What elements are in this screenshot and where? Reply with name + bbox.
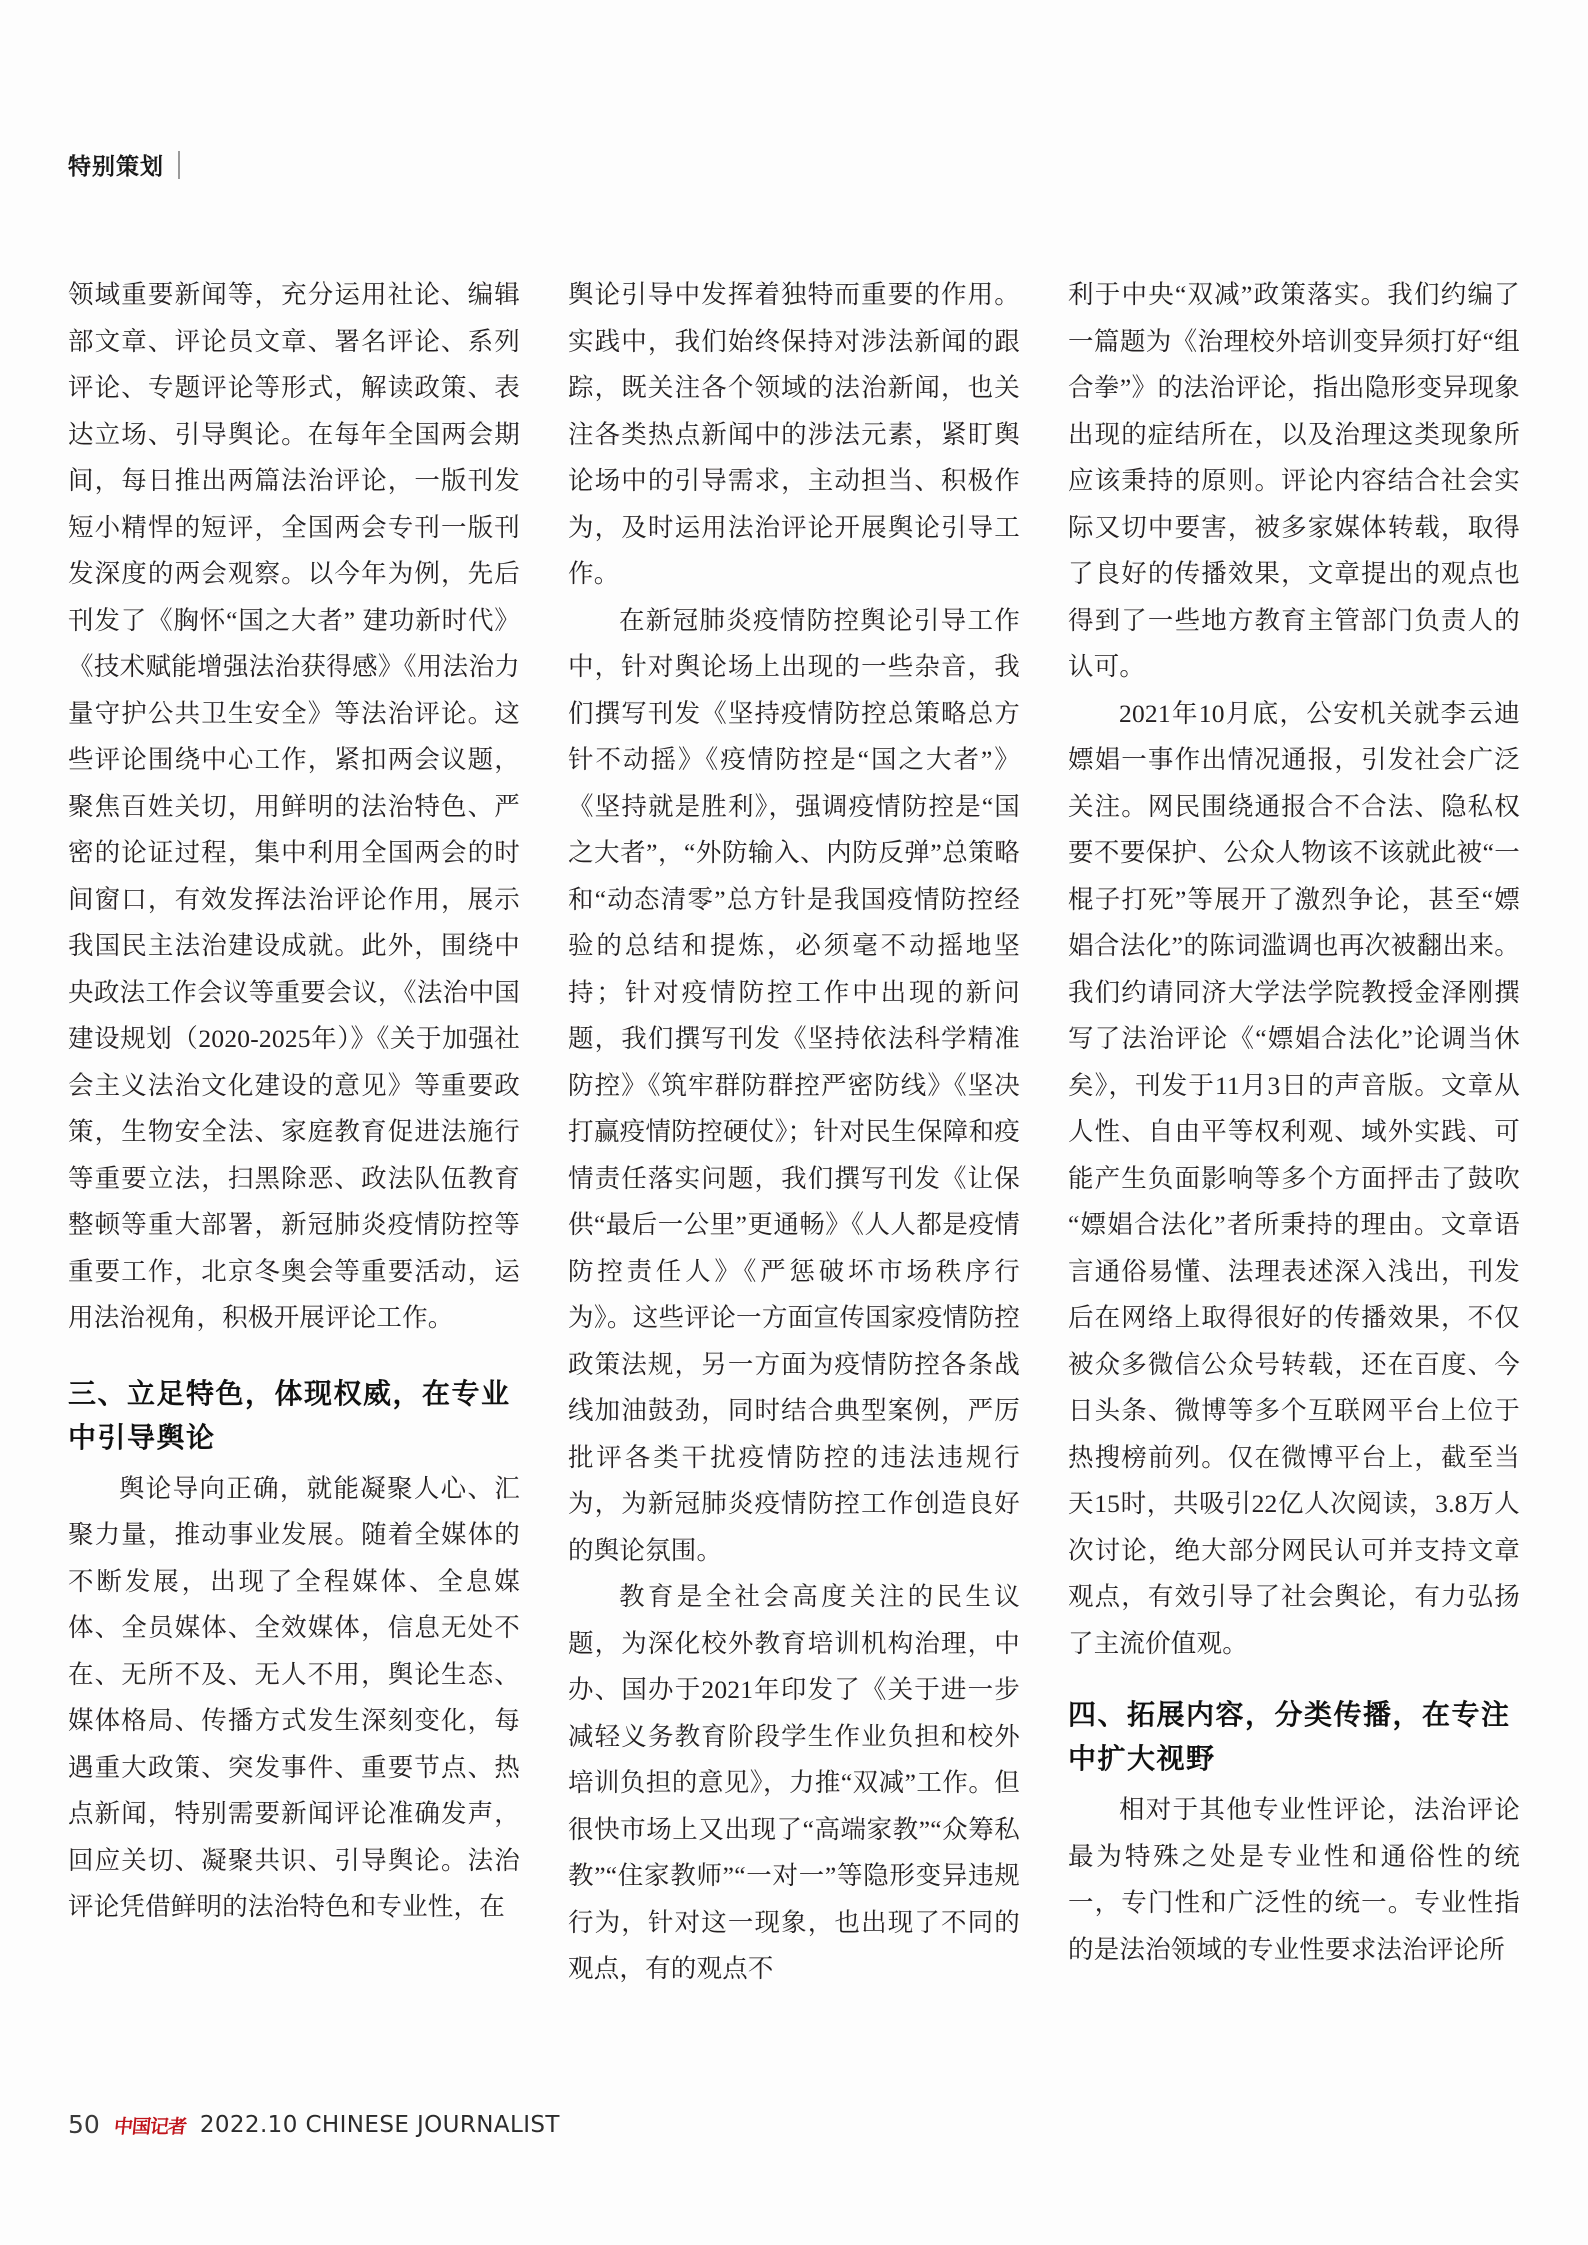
magazine-logo: 中国记者 (112, 2116, 188, 2138)
issue-meta: 2022.10 CHINESE JOURNALIST (199, 2112, 560, 2138)
paragraph: 2021年10月底，公安机关就李云迪嫖娼一事作出情况通报，引发社会广泛关注。网民围绕通报合不合法、隐私权要不要保护、公众人物该不该就此被“一棍子打死”等展开了激烈争论，甚至“嫖娼合法化”的陈词滥调也再次被翻出来。我们约请同济大学法学院教授金泽刚撰写了法治评论《“嫖娼合法化”论调当休矣》，刊发于11月3日的声音版。文章从人性、自由平等权利观、域外实践、可能产生负面影响等多个方面抨击了鼓吹“嫖娼合法化”者所秉持的理由。文章语言通俗易懂、法理表述深入浅出，刊发后在网络上取得很好的传播效果，不仅被众多微信公众号转载，还在百度、今日头条、微博等多个互联网平台上位于热搜榜前列。仅在微博平台上，截至当天15时，共吸引22亿人次阅读，3.8万人次讨论，绝大部分网民认可并支持文章观点，有效引导了社会舆论，有力弘扬了主流价值观。 (1068, 698, 1520, 1658)
running-head-divider (178, 151, 180, 179)
paragraph: 相对于其他专业性评论，法治评论最为特殊之处是专业性和通俗性的统一，专门性和广泛性的统一。专业性指的是法治领域的专业性要求法治评论所 (1068, 1795, 1520, 1964)
column-2 (568, 272, 1020, 1993)
page-footer (68, 2112, 560, 2137)
running-head (68, 148, 180, 181)
section-heading: 四、拓展内容，分类传播，在专注中扩大视野 (1068, 1698, 1511, 1775)
page-number: 50 (68, 2110, 100, 2139)
paragraph: 在新冠肺炎疫情防控舆论引导工作中，针对舆论场上出现的一些杂音，我们撰写刊发《坚持疫情防控总策略总方针不动摇》《疫情防控是“国之大者”》《坚持就是胜利》，强调疫情防控是“国之大者”，“外防输入、内防反弹”总策略和“动态清零”总方针是我国疫情防控经验的总结和提炼，必须毫不动摇地坚持；针对疫情防控工作中出现的新问题，我们撰写刊发《坚持依法科学精准防控》《筑牢群防群控严密防线》《坚决打赢疫情防控硬仗》；针对民生保障和疫情责任落实问题，我们撰写刊发《让保供“最后一公里”更通畅》《人人都是疫情防控责任人》《严惩破坏市场秩序行为》。这些评论一方面宣传国家疫情防控政策法规，另一方面为疫情防控各条战线加油鼓劲，同时结合典型案例，严厉批评各类干扰疫情防控的违法违规行为，为新冠肺炎疫情防控工作创造良好的舆论氛围。 (568, 605, 1020, 1565)
section-heading: 三、立足特色，体现权威，在专业中引导舆论 (68, 1376, 511, 1454)
paragraph: 领域重要新闻等，充分运用社论、编辑部文章、评论员文章、署名评论、系列评论、专题评论等形式，解读政策、表达立场、引导舆论。在每年全国两会期间，每日推出两篇法治评论，一版刊发短小精悍的短评，全国两会专刊一版刊发深度的两会观察。以今年为例，先后刊发了《胸怀“国之大者” 建功新时代》《技术赋能增强法治获得感》《用法治力量守护公共卫生安全》等法治评论。这些评论围绕中心工作，紧扣两会议题，聚焦百姓关切，用鲜明的法治特色、严密的论证过程，集中利用全国两会的时间窗口，有效发挥法治评论作用，展示我国民主法治建设成就。此外，围绕中央政法工作会议等重要会议，《法治中国建设规划（2020-2025年）》《关于加强社会主义法治文化建设的意见》等重要政策，生物安全法、家庭教育促进法施行等重要立法，扫黑除恶、政法队伍教育整顿等重大部署，新冠肺炎疫情防控等重要工作，北京冬奥会等重要活动，运用法治视角，积极开展评论工作。 (68, 280, 520, 1332)
running-head-label: 特别策划 (68, 154, 164, 180)
paragraph: 教育是全社会高度关注的民生议题，为深化校外教育培训机构治理，中办、国办于2021年印发了《关于进一步减轻义务教育阶段学生作业负担和校外培训负担的意见》，力推“双减”工作。但很快市场上又出现了“高端家教”“众筹私教”“住家教师”“一对一”等隐形变异违规行为，针对这一现象，也出现了不同的观点，有的观点不 (568, 1582, 1020, 1983)
paragraph: 舆论导向正确，就能凝聚人心、汇聚力量，推动事业发展。随着全媒体的不断发展，出现了全程媒体、全息媒体、全员媒体、全效媒体，信息无处不在、无所不及、无人不用，舆论生态、媒体格局、传播方式发生深刻变化，每遇重大政策、突发事件、重要节点、热点新闻，特别需要新闻评论准确发声，回应关切、凝聚共识、引导舆论。法治评论凭借鲜明的法治特色和专业性，在 (68, 1473, 520, 1921)
column-3 (1068, 272, 1520, 1993)
paragraph: 利于中央“双减”政策落实。我们约编了一篇题为《治理校外培训变异须打好“组合拳”》的法治评论，指出隐形变异现象出现的症结所在，以及治理这类现象所应该秉持的原则。评论内容结合社会实际又切中要害，被多家媒体转载，取得了良好的传播效果，文章提出的观点也得到了一些地方教育主管部门负责人的认可。 (1068, 280, 1520, 681)
paragraph: 舆论引导中发挥着独特而重要的作用。实践中，我们始终保持对涉法新闻的跟踪，既关注各个领域的法治新闻，也关注各类热点新闻中的涉法元素，紧盯舆论场中的引导需求，主动担当、积极作为，及时运用法治评论开展舆论引导工作。 (568, 280, 1020, 588)
article-columns (68, 272, 1520, 1993)
column-1 (68, 272, 520, 1993)
